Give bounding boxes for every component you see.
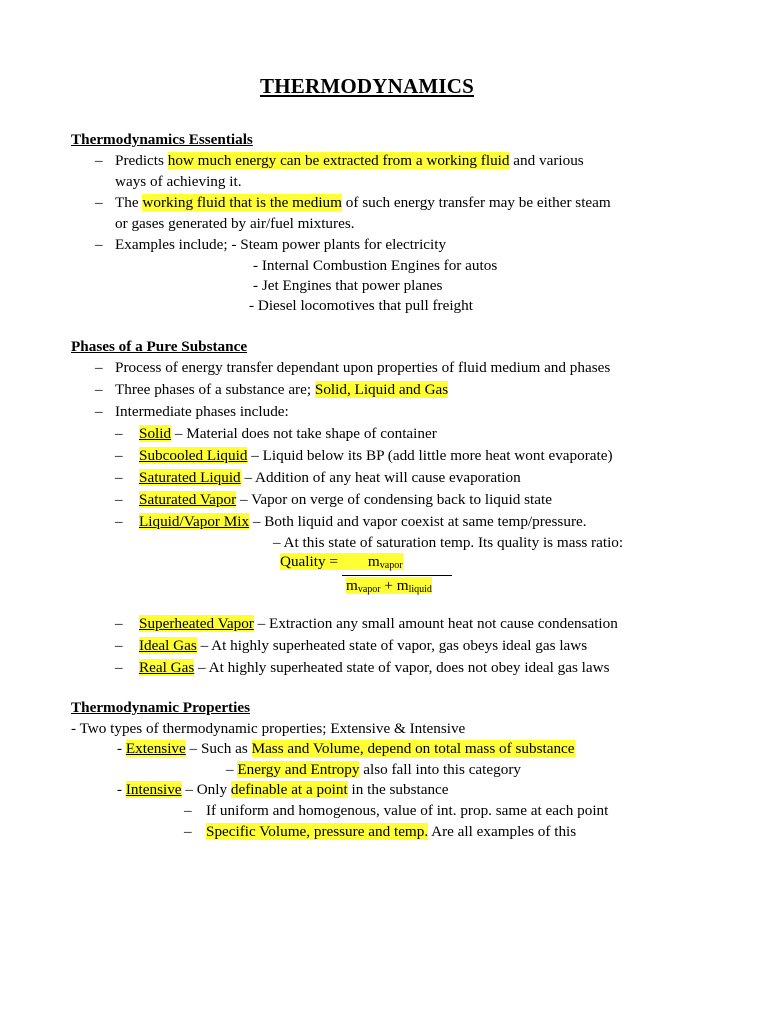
properties-intensive-1: If uniform and homogenous, value of int. prop. same at each point (206, 802, 609, 819)
phase-term: Liquid/Vapor Mix (139, 513, 250, 530)
phase-ideal-gas: Ideal Gas – At highly superheated state of vapor, gas obeys ideal gas laws (139, 637, 588, 654)
property-term: Extensive (125, 740, 186, 757)
section-heading-properties: Thermodynamic Properties (71, 699, 250, 716)
bullet-dash: – (115, 447, 123, 464)
phases-bullet-3: Intermediate phases include: (115, 403, 289, 420)
phases-bullet-2: Three phases of a substance are; Solid, Liquid and Gas (115, 381, 449, 398)
phases-bullet-1: Process of energy transfer dependant upon properties of fluid medium and phases (115, 359, 611, 376)
highlight: Specific Volume, pressure and temp. (206, 823, 429, 840)
highlight: definable at a point (230, 781, 348, 798)
bullet-dash: – (115, 615, 123, 632)
bullet-dash: – (95, 359, 103, 376)
highlight: working fluid that is the medium (142, 194, 342, 211)
property-term: Intensive (125, 781, 182, 798)
bullet-dash: – (95, 236, 103, 253)
bullet-dash: – (115, 513, 123, 530)
bullet-dash: – (95, 381, 103, 398)
section-heading-phases: Phases of a Pure Substance (71, 338, 248, 355)
phase-subcooled-liquid: Subcooled Liquid – Liquid below its BP (add little more heat wont evaporate) (139, 447, 613, 464)
quality-num: $m_{vapor}$ (338, 553, 403, 570)
highlight: Solid, Liquid and Gas (314, 381, 449, 398)
bullet-dash: – (115, 469, 123, 486)
phase-term: Solid (139, 425, 172, 442)
example-item: - Internal Combustion Engines for autos (253, 257, 498, 274)
properties-line-1: - Two types of thermodynamic properties; Extensive & Intensive (71, 720, 466, 737)
phase-term: Saturated Vapor (139, 491, 237, 508)
example-item: - Diesel locomotives that pull freight (249, 297, 473, 314)
section-heading-essentials: Thermodynamics Essentials (71, 131, 253, 148)
bullet-dash: – (95, 152, 103, 169)
bullet-dash: – (184, 802, 192, 819)
bullet-dash: – (95, 194, 103, 211)
essentials-bullet-2: The working fluid that is the medium of such energy transfer may be either steam (115, 194, 611, 211)
properties-extensive-2: – Energy and Entropy also fall into this category (226, 761, 521, 778)
highlight: Energy and Entropy (237, 761, 360, 778)
phase-term: Subcooled Liquid (139, 447, 248, 464)
essentials-bullet-1-cont: ways of achieving it. (115, 173, 242, 190)
bullet-dash: – (184, 823, 192, 840)
quality-formula-numerator (280, 552, 403, 576)
quality-den: $m_{vapor} + m_{liquid}$ (346, 577, 432, 595)
phase-term: Saturated Liquid (139, 469, 241, 486)
phase-superheated-vapor: Superheated Vapor – Extraction any small amount heat not cause condensation (139, 615, 618, 632)
bullet-dash: – (115, 425, 123, 442)
phase-saturated-liquid: Saturated Liquid – Addition of any heat will cause evaporation (139, 469, 521, 486)
page-title: THERMODYNAMICS (260, 74, 474, 98)
phase-term: Real Gas (139, 659, 195, 676)
bullet-dash: – (115, 637, 123, 654)
bullet-dash: – (115, 659, 123, 676)
essentials-bullet-2-cont: or gases generated by air/fuel mixtures. (115, 215, 355, 232)
bullet-dash: – (95, 403, 103, 420)
bullet-dash: – (115, 491, 123, 508)
properties-extensive: - Extensive – Such as Mass and Volume, depend on total mass of substance (117, 740, 575, 757)
essentials-bullet-3: Examples include; - Steam power plants for electricity (115, 236, 447, 253)
phase-term: Ideal Gas (139, 637, 197, 654)
phase-term: Superheated Vapor (139, 615, 254, 632)
quality-label: Quality = (280, 553, 338, 570)
phase-saturated-vapor: Saturated Vapor – Vapor on verge of condensing back to liquid state (139, 491, 552, 508)
quality-formula-denominator (346, 576, 432, 600)
quality-intro: – At this state of saturation temp. Its quality is mass ratio: (273, 534, 624, 551)
essentials-bullet-1: Predicts how much energy can be extracted from a working fluid and various (115, 152, 584, 169)
example-item: - Jet Engines that power planes (253, 277, 443, 294)
highlight: Mass and Volume, depend on total mass of substance (251, 740, 575, 757)
phase-liquid-vapor-mix: Liquid/Vapor Mix – Both liquid and vapor coexist at same temp/pressure. (139, 513, 587, 530)
phase-real-gas: Real Gas – At highly superheated state of vapor, does not obey ideal gas laws (139, 659, 610, 676)
properties-intensive-2: Specific Volume, pressure and temp. Are all examples of this (206, 823, 577, 840)
phase-solid: Solid – Material does not take shape of container (139, 425, 437, 442)
properties-intensive: - Intensive – Only definable at a point in the substance (117, 781, 449, 798)
highlight: how much energy can be extracted from a working fluid (167, 152, 510, 169)
